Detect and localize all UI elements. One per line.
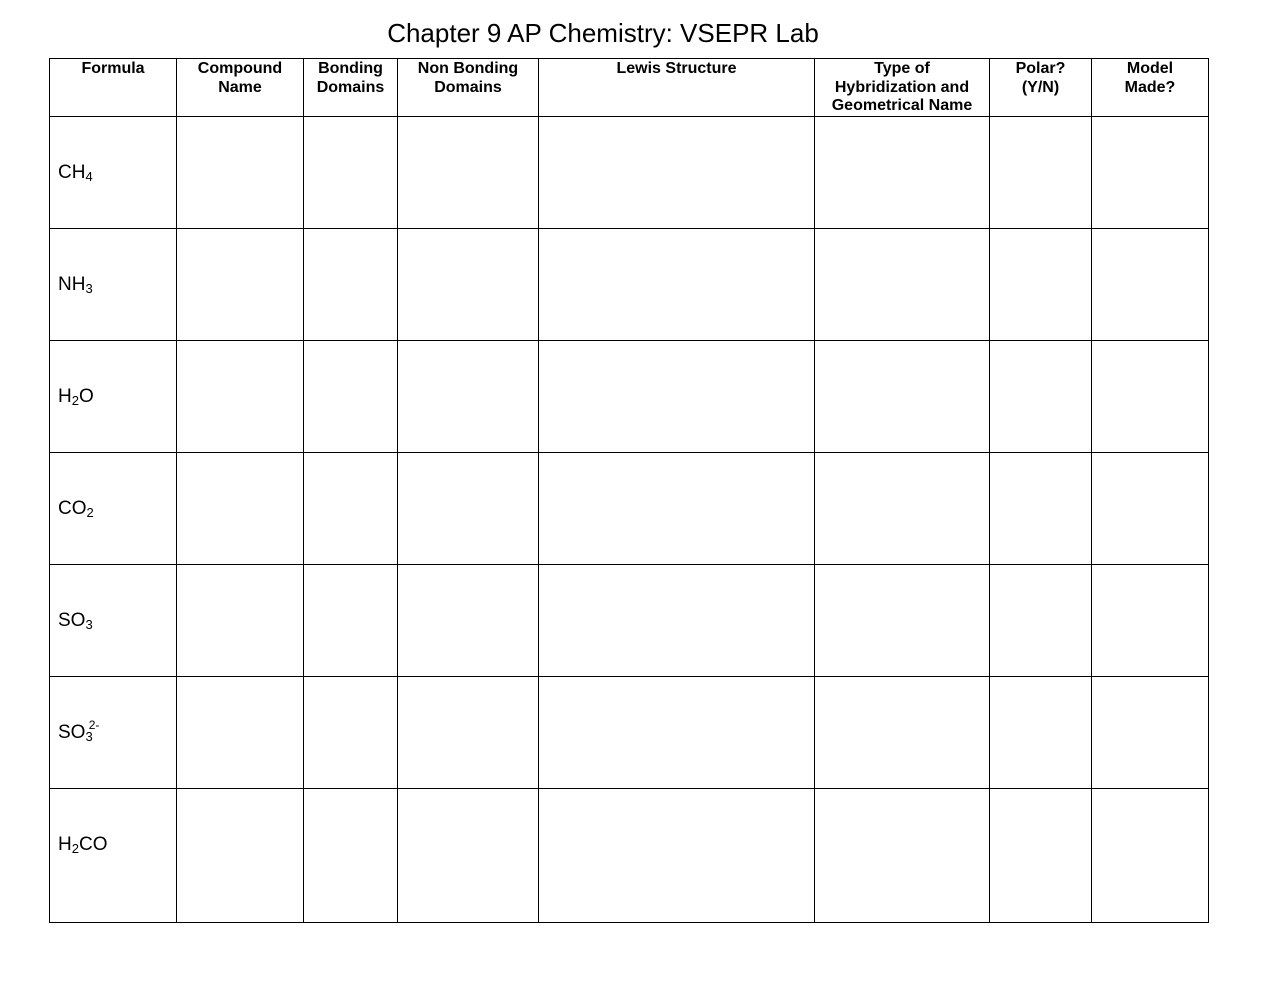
hybridization-cell[interactable] bbox=[815, 453, 990, 565]
lewis-structure-cell[interactable] bbox=[539, 565, 815, 677]
model-made-cell[interactable] bbox=[1092, 341, 1209, 453]
bonding-domains-cell[interactable] bbox=[304, 789, 398, 923]
header-formula: Formula bbox=[50, 59, 177, 117]
non-bonding-domains-cell[interactable] bbox=[398, 789, 539, 923]
lewis-structure-cell[interactable] bbox=[539, 789, 815, 923]
table-row bbox=[50, 229, 1209, 341]
table-row bbox=[50, 341, 1209, 453]
non-bonding-domains-cell[interactable] bbox=[398, 453, 539, 565]
hybridization-cell[interactable] bbox=[815, 677, 990, 789]
polar-cell[interactable] bbox=[990, 453, 1092, 565]
model-made-cell[interactable] bbox=[1092, 789, 1209, 923]
table-row bbox=[50, 117, 1209, 229]
model-made-cell[interactable] bbox=[1092, 565, 1209, 677]
vsepr-lab-table bbox=[49, 58, 1209, 923]
model-made-cell[interactable] bbox=[1092, 453, 1209, 565]
model-made-cell[interactable] bbox=[1092, 677, 1209, 789]
polar-cell[interactable] bbox=[990, 117, 1092, 229]
compound-name-cell[interactable] bbox=[177, 341, 304, 453]
bonding-domains-cell[interactable] bbox=[304, 565, 398, 677]
formula-cell: $CO_2$ bbox=[50, 453, 177, 565]
table-row bbox=[50, 565, 1209, 677]
compound-name-cell[interactable] bbox=[177, 229, 304, 341]
header-model-made: Model Made? bbox=[1092, 59, 1209, 117]
polar-cell[interactable] bbox=[990, 341, 1092, 453]
model-made-cell[interactable] bbox=[1092, 229, 1209, 341]
hybridization-cell[interactable] bbox=[815, 229, 990, 341]
bonding-domains-cell[interactable] bbox=[304, 341, 398, 453]
lewis-structure-cell[interactable] bbox=[539, 453, 815, 565]
formula-cell: $SO_3$ bbox=[50, 565, 177, 677]
bonding-domains-cell[interactable] bbox=[304, 677, 398, 789]
formula-cell: $H_2O$ bbox=[50, 341, 177, 453]
polar-cell[interactable] bbox=[990, 677, 1092, 789]
compound-name-cell[interactable] bbox=[177, 565, 304, 677]
compound-name-cell[interactable] bbox=[177, 117, 304, 229]
table-row bbox=[50, 453, 1209, 565]
bonding-domains-cell[interactable] bbox=[304, 117, 398, 229]
lewis-structure-cell[interactable] bbox=[539, 117, 815, 229]
header-row bbox=[50, 59, 1209, 117]
polar-cell[interactable] bbox=[990, 789, 1092, 923]
model-made-cell[interactable] bbox=[1092, 117, 1209, 229]
non-bonding-domains-cell[interactable] bbox=[398, 677, 539, 789]
header-compound-name: Compound Name bbox=[177, 59, 304, 117]
polar-cell[interactable] bbox=[990, 229, 1092, 341]
compound-name-cell[interactable] bbox=[177, 453, 304, 565]
non-bonding-domains-cell[interactable] bbox=[398, 229, 539, 341]
non-bonding-domains-cell[interactable] bbox=[398, 341, 539, 453]
table-row bbox=[50, 677, 1209, 789]
hybridization-cell[interactable] bbox=[815, 341, 990, 453]
hybridization-cell[interactable] bbox=[815, 117, 990, 229]
header-hybridization: Type of Hybridization and Geometrical Name bbox=[815, 59, 990, 117]
lewis-structure-cell[interactable] bbox=[539, 229, 815, 341]
header-bonding-domains: Bonding Domains bbox=[304, 59, 398, 117]
page-title-text: Chapter 9 AP Chemistry: VSEPR Lab bbox=[387, 18, 819, 48]
formula-cell: $H_2CO$ bbox=[50, 789, 177, 923]
polar-cell[interactable] bbox=[990, 565, 1092, 677]
lewis-structure-cell[interactable] bbox=[539, 341, 815, 453]
hybridization-cell[interactable] bbox=[815, 565, 990, 677]
table-row bbox=[50, 789, 1209, 923]
hybridization-cell[interactable] bbox=[815, 789, 990, 923]
header-non-bonding-domains: Non Bonding Domains bbox=[398, 59, 539, 117]
compound-name-cell[interactable] bbox=[177, 677, 304, 789]
header-polar: Polar? (Y/N) bbox=[990, 59, 1092, 117]
compound-name-cell[interactable] bbox=[177, 789, 304, 923]
formula-cell: $NH_3$ bbox=[50, 229, 177, 341]
non-bonding-domains-cell[interactable] bbox=[398, 117, 539, 229]
bonding-domains-cell[interactable] bbox=[304, 229, 398, 341]
lewis-structure-cell[interactable] bbox=[539, 677, 815, 789]
formula-cell: $CH_4$ bbox=[50, 117, 177, 229]
non-bonding-domains-cell[interactable] bbox=[398, 565, 539, 677]
formula-cell: $SO_3^{2-}$ bbox=[50, 677, 177, 789]
header-lewis-structure: Lewis Structure bbox=[539, 59, 815, 117]
page-title bbox=[0, 18, 1206, 49]
bonding-domains-cell[interactable] bbox=[304, 453, 398, 565]
